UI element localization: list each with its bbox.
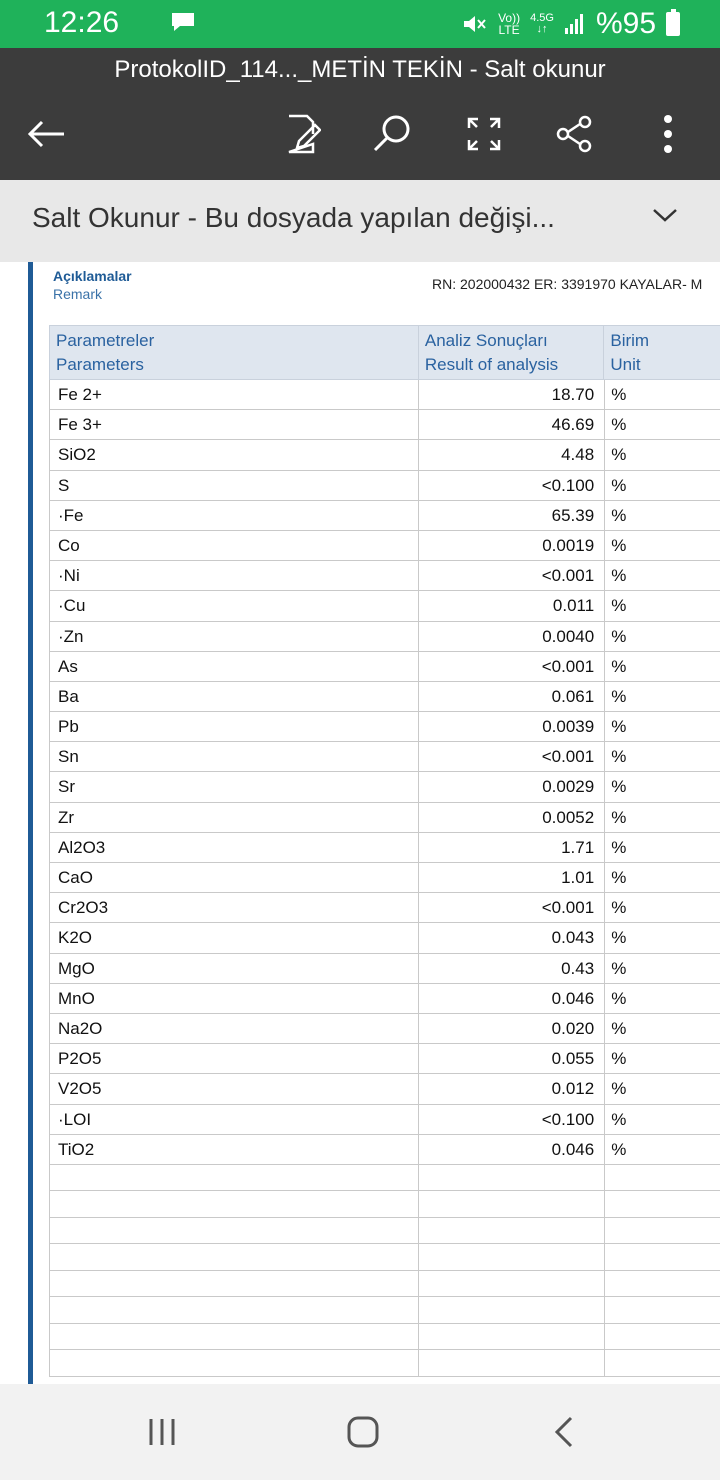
unit-cell: % bbox=[611, 566, 627, 586]
table-row bbox=[49, 380, 720, 410]
value-cell: <0.001 bbox=[419, 742, 605, 771]
message-notification-icon bbox=[170, 12, 196, 32]
param-cell: ·Fe bbox=[50, 501, 419, 530]
empty-table-row bbox=[49, 1191, 720, 1218]
data-arrows-icon: ↓↑ bbox=[536, 23, 548, 35]
remark-label-tr: Açıklamalar bbox=[53, 268, 132, 284]
value-cell: 0.046 bbox=[419, 984, 605, 1013]
recents-button[interactable] bbox=[136, 1406, 188, 1458]
empty-cell bbox=[605, 1191, 720, 1217]
home-icon bbox=[346, 1415, 380, 1449]
status-time: 12:26 bbox=[44, 6, 120, 39]
value-cell: 0.43 bbox=[419, 954, 605, 983]
table-row bbox=[49, 712, 720, 742]
share-button[interactable] bbox=[553, 112, 597, 156]
search-icon bbox=[372, 114, 412, 154]
param-cell: Fe 2+ bbox=[50, 380, 419, 409]
volte-label: Vo)) bbox=[498, 11, 521, 25]
unit-cell: % bbox=[611, 385, 627, 404]
unit-cell: % bbox=[611, 1079, 627, 1099]
share-icon bbox=[555, 114, 595, 154]
empty-cell bbox=[605, 1165, 720, 1191]
readonly-banner-text: Salt Okunur - Bu dosyada yapılan değişi... bbox=[32, 202, 555, 233]
empty-cell bbox=[50, 1218, 419, 1244]
fullscreen-icon bbox=[466, 116, 502, 152]
value-cell: 4.48 bbox=[419, 440, 605, 469]
table-row bbox=[49, 410, 720, 440]
param-cell: As bbox=[50, 652, 419, 681]
battery-percent: %95 bbox=[595, 7, 656, 40]
nav-back-icon bbox=[552, 1415, 576, 1449]
unit-cell: % bbox=[611, 505, 627, 525]
empty-table-row bbox=[49, 1271, 720, 1298]
status-icons bbox=[462, 6, 680, 42]
param-cell: Co bbox=[50, 531, 419, 560]
remark-label-en: Remark bbox=[53, 286, 103, 302]
param-cell: CaO bbox=[50, 863, 419, 892]
value-cell: 18.70 bbox=[419, 380, 605, 409]
empty-cell bbox=[419, 1244, 605, 1270]
unit-cell: % bbox=[611, 777, 627, 797]
unit-cell: % bbox=[611, 596, 627, 616]
table-row bbox=[49, 501, 720, 531]
header-results bbox=[419, 326, 604, 379]
table-row bbox=[49, 1074, 720, 1104]
page-edge bbox=[28, 262, 33, 1384]
edit-document-icon bbox=[283, 114, 321, 154]
empty-cell bbox=[419, 1165, 605, 1191]
value-cell: 1.01 bbox=[419, 863, 605, 892]
unit-cell: % bbox=[611, 988, 627, 1008]
param-cell: Sr bbox=[50, 772, 419, 801]
table-row bbox=[49, 531, 720, 561]
empty-cell bbox=[419, 1271, 605, 1297]
empty-cell bbox=[419, 1191, 605, 1217]
value-cell: 65.39 bbox=[419, 501, 605, 530]
battery-icon bbox=[666, 12, 680, 36]
param-cell: MgO bbox=[50, 954, 419, 983]
header-unit-tr: Birim bbox=[610, 331, 650, 350]
unit-cell: % bbox=[611, 1049, 627, 1069]
mute-icon bbox=[462, 13, 488, 35]
empty-table-row bbox=[49, 1350, 720, 1377]
param-cell: Sn bbox=[50, 742, 419, 771]
header-result-tr: Analiz Sonuçları bbox=[424, 331, 548, 350]
value-cell: 0.046 bbox=[419, 1135, 605, 1164]
table-row bbox=[49, 591, 720, 621]
document-title: ProtokolID_114..._METİN TEKİN - Salt okunur bbox=[114, 56, 606, 83]
value-cell: <0.100 bbox=[419, 471, 605, 500]
value-cell: <0.100 bbox=[419, 1105, 605, 1134]
table-row bbox=[49, 471, 720, 501]
unit-cell: % bbox=[611, 868, 627, 887]
param-cell: MnO bbox=[50, 984, 419, 1013]
empty-cell bbox=[50, 1297, 419, 1323]
unit-cell: % bbox=[611, 1018, 627, 1038]
back-button[interactable] bbox=[24, 112, 68, 156]
table-header bbox=[49, 325, 720, 380]
value-cell: 0.0019 bbox=[419, 531, 605, 560]
header-unit-en: Unit bbox=[610, 355, 641, 374]
signal-icon bbox=[564, 13, 586, 35]
param-cell: ·Ni bbox=[50, 561, 419, 590]
empty-cell bbox=[50, 1271, 419, 1297]
header-param-tr: Parametreler bbox=[56, 331, 155, 350]
empty-cell bbox=[419, 1324, 605, 1350]
empty-table-row bbox=[49, 1165, 720, 1192]
unit-cell: % bbox=[611, 1139, 627, 1159]
volte-indicator bbox=[498, 12, 520, 36]
empty-cell bbox=[419, 1297, 605, 1323]
table-row bbox=[49, 772, 720, 802]
value-cell: 0.055 bbox=[419, 1044, 605, 1073]
value-cell: 0.012 bbox=[419, 1074, 605, 1103]
param-cell: K2O bbox=[50, 923, 419, 952]
empty-table-row bbox=[49, 1244, 720, 1271]
unit-cell: % bbox=[611, 958, 627, 978]
empty-table-row bbox=[49, 1297, 720, 1324]
status-bar bbox=[0, 0, 720, 48]
unit-cell: % bbox=[611, 1109, 627, 1129]
param-cell: SiO2 bbox=[50, 440, 419, 469]
header-parameters bbox=[50, 326, 419, 379]
empty-cell bbox=[50, 1191, 419, 1217]
empty-table-row bbox=[49, 1218, 720, 1245]
param-cell: Cr2O3 bbox=[50, 893, 419, 922]
empty-cell bbox=[419, 1218, 605, 1244]
chevron-down-icon[interactable] bbox=[650, 205, 680, 225]
param-cell: P2O5 bbox=[50, 1044, 419, 1073]
value-cell: 0.0040 bbox=[419, 622, 605, 651]
value-cell: 0.011 bbox=[419, 591, 605, 620]
unit-cell: % bbox=[611, 415, 627, 435]
recents-icon bbox=[147, 1417, 177, 1447]
table-row bbox=[49, 622, 720, 652]
empty-cell bbox=[605, 1324, 720, 1350]
table-row bbox=[49, 1044, 720, 1074]
param-cell: Zr bbox=[50, 803, 419, 832]
results-table bbox=[49, 325, 720, 1377]
table-row bbox=[49, 803, 720, 833]
param-cell: ·Cu bbox=[50, 591, 419, 620]
table-row bbox=[49, 652, 720, 682]
more-vert-icon bbox=[662, 114, 674, 154]
empty-cell bbox=[605, 1350, 720, 1376]
value-cell: <0.001 bbox=[419, 652, 605, 681]
table-row bbox=[49, 954, 720, 984]
edit-button[interactable] bbox=[280, 112, 324, 156]
app-bar bbox=[0, 48, 720, 180]
value-cell: 0.043 bbox=[419, 923, 605, 952]
home-button[interactable] bbox=[337, 1406, 389, 1458]
table-row bbox=[49, 1135, 720, 1165]
unit-cell: % bbox=[611, 445, 627, 465]
value-cell: 0.0039 bbox=[419, 712, 605, 741]
empty-table-row bbox=[49, 1324, 720, 1351]
param-cell: ·LOI bbox=[50, 1105, 419, 1134]
navigation-bar bbox=[0, 1384, 720, 1480]
unit-cell: % bbox=[611, 898, 627, 918]
unit-cell: % bbox=[611, 626, 627, 646]
unit-cell: % bbox=[611, 837, 627, 857]
table-row bbox=[49, 893, 720, 923]
value-cell: 46.69 bbox=[419, 410, 605, 439]
table-row bbox=[49, 863, 720, 893]
empty-cell bbox=[605, 1244, 720, 1270]
param-cell: Ba bbox=[50, 682, 419, 711]
empty-cell bbox=[605, 1297, 720, 1323]
unit-cell: % bbox=[611, 535, 627, 555]
network-label: 4.5G bbox=[530, 12, 554, 24]
header-unit bbox=[604, 326, 720, 379]
table-row bbox=[49, 984, 720, 1014]
more-options-button[interactable] bbox=[646, 112, 690, 156]
table-row bbox=[49, 1105, 720, 1135]
value-cell: 0.0052 bbox=[419, 803, 605, 832]
empty-cell bbox=[50, 1350, 419, 1376]
param-cell: Fe 3+ bbox=[50, 410, 419, 439]
empty-cell bbox=[50, 1244, 419, 1270]
table-row bbox=[49, 923, 720, 953]
value-cell: 0.0029 bbox=[419, 772, 605, 801]
table-row bbox=[49, 833, 720, 863]
back-arrow-icon bbox=[26, 119, 66, 149]
empty-cell bbox=[605, 1271, 720, 1297]
value-cell: 0.020 bbox=[419, 1014, 605, 1043]
fullscreen-button[interactable] bbox=[462, 112, 506, 156]
param-cell: Pb bbox=[50, 712, 419, 741]
unit-cell: % bbox=[611, 747, 627, 767]
empty-cell bbox=[50, 1165, 419, 1191]
unit-cell: % bbox=[611, 656, 627, 676]
network-indicator bbox=[530, 13, 554, 35]
table-row bbox=[49, 561, 720, 591]
param-cell: TiO2 bbox=[50, 1135, 419, 1164]
table-row bbox=[49, 682, 720, 712]
param-cell: Na2O bbox=[50, 1014, 419, 1043]
empty-cell bbox=[419, 1350, 605, 1376]
unit-cell: % bbox=[611, 807, 627, 827]
header-result-en: Result of analysis bbox=[424, 355, 559, 374]
empty-cell bbox=[50, 1324, 419, 1350]
empty-cell bbox=[605, 1218, 720, 1244]
nav-back-button[interactable] bbox=[538, 1406, 590, 1458]
value-cell: <0.001 bbox=[419, 893, 605, 922]
reference-number-text: RN: 202000432 ER: 3391970 KAYALAR- M bbox=[432, 276, 703, 292]
value-cell: 1.71 bbox=[419, 833, 605, 862]
table-row bbox=[49, 440, 720, 470]
table-row bbox=[49, 742, 720, 772]
unit-cell: % bbox=[611, 928, 627, 948]
param-cell: V2O5 bbox=[50, 1074, 419, 1103]
lte-label: LTE bbox=[498, 23, 520, 37]
readonly-banner[interactable] bbox=[0, 180, 720, 262]
unit-cell: % bbox=[611, 717, 627, 737]
search-button[interactable] bbox=[370, 112, 414, 156]
param-cell: ·Zn bbox=[50, 622, 419, 651]
value-cell: <0.001 bbox=[419, 561, 605, 590]
table-body bbox=[49, 380, 720, 1377]
unit-cell: % bbox=[611, 475, 627, 495]
table-row bbox=[49, 1014, 720, 1044]
param-cell: S bbox=[50, 471, 419, 500]
document-view[interactable] bbox=[0, 262, 720, 1384]
value-cell: 0.061 bbox=[419, 682, 605, 711]
header-param-en: Parameters bbox=[56, 355, 144, 374]
unit-cell: % bbox=[611, 686, 627, 706]
param-cell: Al2O3 bbox=[50, 833, 419, 862]
